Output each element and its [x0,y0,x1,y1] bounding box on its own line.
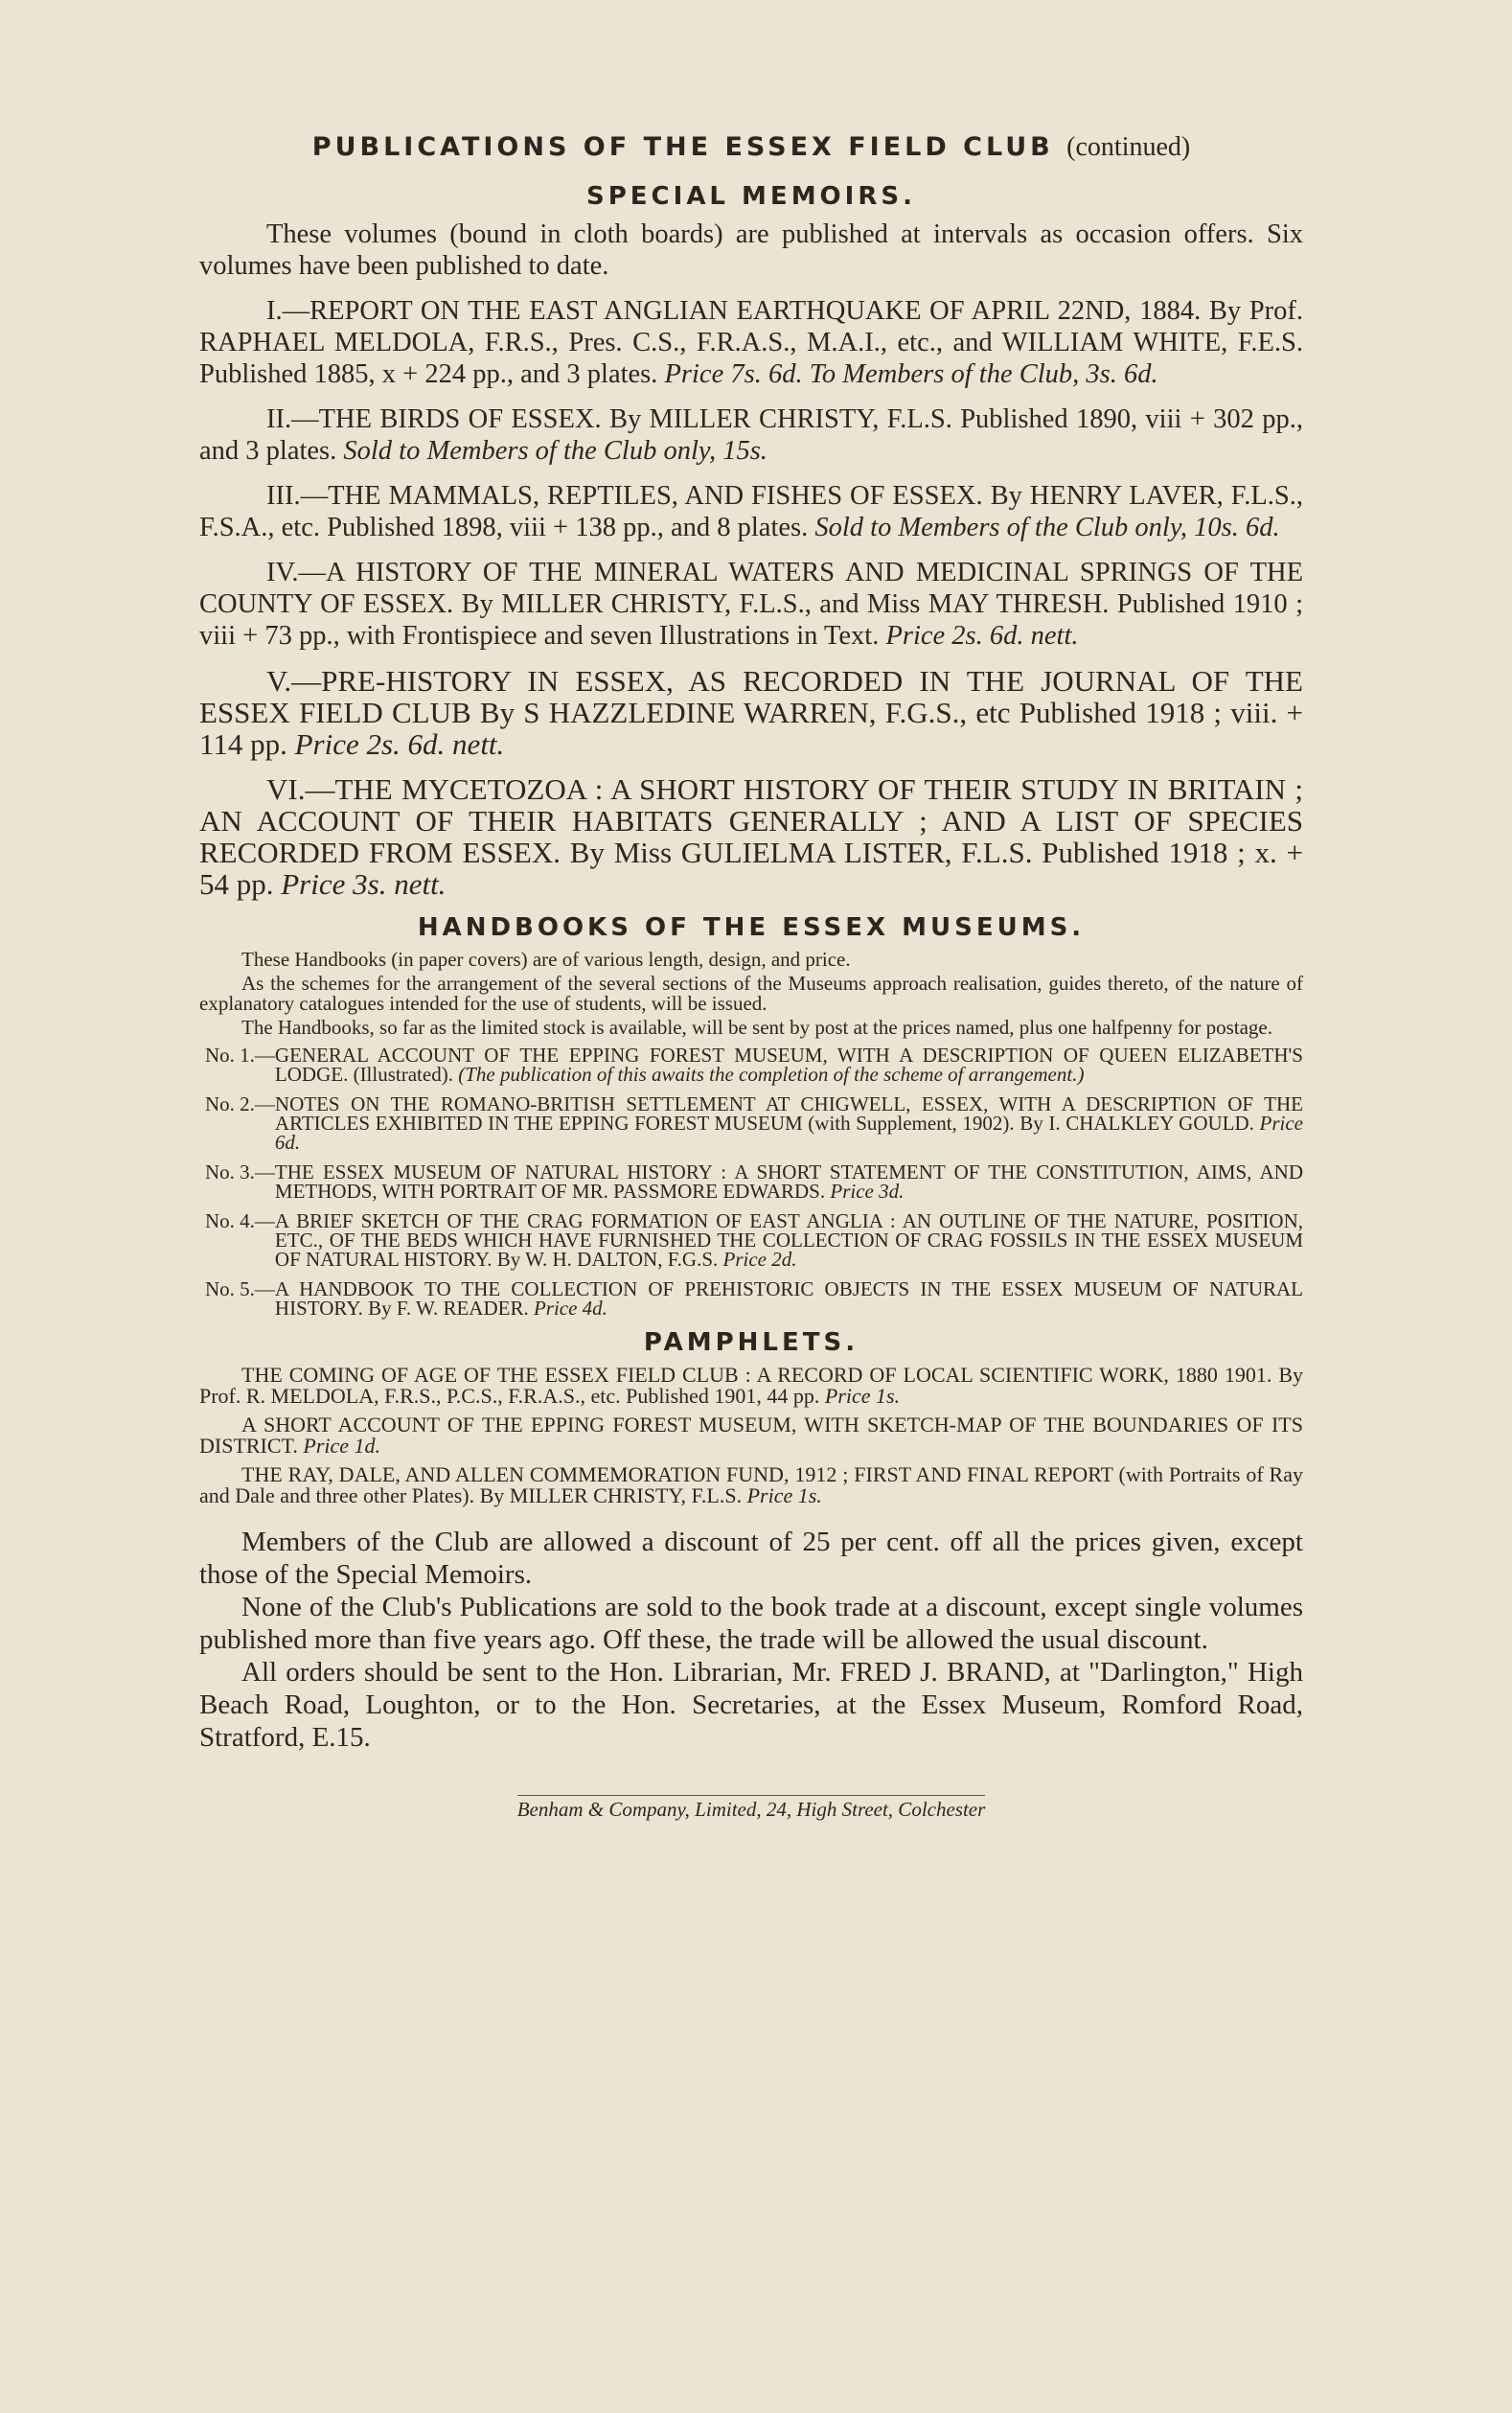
page-heading-title: PUBLICATIONS OF THE ESSEX FIELD CLUB [311,132,1054,162]
memoir-details: By MILLER CHRISTY, F.L.S. Published 1890, viii + 302 pp., and 3 plates. [199,404,1304,466]
handbook-item [199,1279,1303,1318]
handbook-item [199,1211,1303,1269]
handbook-number: No. 1.— [205,1044,275,1067]
special-memoirs-body [199,218,1303,900]
memoir-item [199,403,1303,467]
memoir-price: Price 3s. nett. [281,867,447,901]
closing-paragraph: None of the Club's Publications are sold to the book trade at a discount, except single volumes published more than five years ago. Off these, the trade will be allowed the usual discount. [199,1592,1303,1655]
memoir-details: By S HAZZLEDINE WARREN, F.G.S., etc Published 1918 ; viii. + 114 pp. [199,696,1304,761]
handbook-item [199,1162,1303,1201]
handbook-title: NOTES ON THE ROMANO-BRITISH SETTLEMENT AT CHIGWELL, ESSEX, WITH A DESCRIPTION OF THE ARTICLES EXHIBITED IN THE EPPING FOREST MUSEUM (with Supplement, 1902). By I. CHALKLEY GOULD. [274,1092,1303,1135]
handbooks-intro [199,950,1303,1038]
handbook-text [275,1279,1303,1318]
handbook-title: A HANDBOOK TO THE COLLECTION OF PREHISTORIC OBJECTS IN THE ESSEX MUSEUM OF NATURAL HISTORY. By F. W. READER. [274,1277,1303,1320]
memoir-details: By MILLER CHRISTY, F.L.S., and Miss MAY THRESH. Published 1910 ; viii + 73 pp., with Frontispiece and seven Illustrations in Text. [199,589,1304,651]
closing-paragraph: All orders should be sent to the Hon. Librarian, Mr. FRED J. BRAND, at "Darlington," High Beach Road, Loughton, or to the Hon. Secretaries, at the Essex Museum, Romford Road, Stratford, E.15. [199,1657,1303,1753]
handbook-number: No. 2.— [205,1092,275,1115]
special-memoirs-heading: SPECIAL MEMOIRS. [586,182,916,211]
handbooks-paragraph: The Handbooks, so far as the limited stock is available, will be sent by post at the prices named, plus one halfpenny for postage. [241,1016,1272,1039]
memoir-title: III.—THE MAMMALS, REPTILES, AND FISHES OF ESSEX. [266,481,983,511]
memoir-item [199,295,1303,390]
special-memoirs-section [199,182,1303,900]
memoir-details: By Miss GULIELMA LISTER, F.L.S. Published 1918 ; x. + 54 pp. [199,836,1303,901]
handbooks-list [199,1046,1303,1318]
handbooks-paragraph: As the schemes for the arrangement of the several sections of the Museums approach realisation, guides thereto, of the nature of explanatory catalogues intended for the use of students, will be issued. [199,972,1303,1015]
closing-paragraph: Members of the Club are allowed a discount of 25 per cent. off all the prices given, except those of the Special Memoirs. [199,1527,1303,1590]
printer-imprint [199,1798,1303,1822]
pamphlets-section [199,1328,1303,1506]
handbook-item [199,1094,1303,1152]
handbook-note: Price 2d. [722,1248,797,1271]
pamphlet-text: A SHORT ACCOUNT OF THE EPPING FOREST MUSEUM, WITH SKETCH-MAP OF THE BOUNDARIES OF ITS DISTRICT. [199,1413,1303,1458]
handbook-note: Price 6d. [274,1112,1304,1154]
pamphlet-item [199,1365,1303,1407]
special-memoirs-intro: These volumes (bound in cloth boards) are published at intervals as occasion offers. Six volumes have been published to date. [199,219,1303,281]
memoir-price: Price 7s. 6d. To Members of the Club, 3s. 6d. [664,359,1158,389]
handbook-text [275,1046,1303,1084]
memoir-title: V.—PRE-HISTORY IN ESSEX, AS RECORDED IN THE JOURNAL OF THE ESSEX FIELD CLUB [199,664,1303,729]
memoir-title: IV.—A HISTORY OF THE MINERAL WATERS AND MEDICINAL SPRINGS OF THE COUNTY OF ESSEX. [199,558,1303,619]
pamphlet-price: Price 1s. [824,1384,901,1408]
memoir-title: II.—THE BIRDS OF ESSEX. [266,404,602,434]
closing-notes [199,1526,1303,1754]
handbooks-heading: HANDBOOKS OF THE ESSEX MUSEUMS. [417,913,1086,942]
printer-imprint-text: Benham & Company, Limited, 24, High Street, Colchester [517,1795,986,1821]
handbook-number: No. 3.— [205,1161,275,1184]
memoir-title: VI.—THE MYCETOZOA : A SHORT HISTORY OF THEIR STUDY IN BRITAIN ; AN ACCOUNT OF THEIR HABITATS GENERALLY ; AND A LIST OF SPECIES RECORDED FROM ESSEX. [199,772,1303,869]
pamphlet-text: THE COMING OF AGE OF THE ESSEX FIELD CLUB : A RECORD OF LOCAL SCIENTIFIC WORK, 1880 1901. By Prof. R. MELDOLA, F.R.S., P.C.S., F.R.A.S., etc. Published 1901, 44 pp. [199,1363,1303,1408]
memoir-item [199,557,1303,652]
page-heading [199,132,1303,163]
memoir-details: By Prof. RAPHAEL MELDOLA, F.R.S., Pres. C.S., F.R.A.S., M.A.I., etc., and WILLIAM WHITE, F.E.S. Published 1885, x + 224 pp., and 3 plates. [199,296,1304,389]
handbook-item [199,1046,1303,1084]
pamphlet-item [199,1414,1303,1457]
handbooks-section [199,913,1303,1318]
page-heading-suffix: (continued) [1066,132,1191,162]
memoir-item [199,773,1303,900]
memoir-item [199,480,1303,543]
handbooks-paragraph: These Handbooks (in paper covers) are of various length, design, and price. [241,948,851,971]
handbook-title: A BRIEF SKETCH OF THE CRAG FORMATION OF EAST ANGLIA : AN OUTLINE OF THE NATURE, POSITION, ETC., OF THE BEDS WHICH HAVE FURNISHED THE COLLECTION OF CRAG FOSSILS IN THE ESSEX MUSEUM OF NATURAL HISTORY. By W. H. DALTON, F.G.S. [274,1209,1303,1271]
pamphlets-list [199,1365,1303,1506]
pamphlets-heading: PAMPHLETS. [643,1328,859,1357]
memoir-title: I.—REPORT ON THE EAST ANGLIAN EARTHQUAKE OF APRIL 22ND, 1884. [266,296,1202,326]
memoir-details: By HENRY LAVER, F.L.S., F.S.A., etc. Published 1898, viii + 138 pp., and 8 plates. [199,481,1303,542]
handbook-note: Price 3d. [830,1180,905,1203]
pamphlet-item [199,1464,1303,1506]
handbook-number: No. 5.— [205,1277,275,1300]
handbook-text [275,1162,1303,1201]
handbook-text [275,1094,1303,1152]
handbook-title: GENERAL ACCOUNT OF THE EPPING FOREST MUSEUM, WITH A DESCRIPTION OF QUEEN ELIZABETH'S LODGE. (Illustrated). [274,1044,1303,1086]
memoir-item [199,665,1303,760]
handbook-title: THE ESSEX MUSEUM OF NATURAL HISTORY : A SHORT STATEMENT OF THE CONSTITUTION, AIMS, AND METHODS, WITH PORTRAIT OF MR. PASSMORE EDWARDS. [274,1161,1303,1203]
memoir-price: Price 2s. 6d. nett. [885,621,1079,651]
memoir-price: Sold to Members of the Club only, 10s. 6d. [814,513,1280,542]
pamphlet-price: Price 1s. [746,1483,822,1507]
pamphlet-text: THE RAY, DALE, AND ALLEN COMMEMORATION FUND, 1912 ; FIRST AND FINAL REPORT (with Portraits of Ray and Dale and three other Plates). By MILLER CHRISTY, F.L.S. [199,1462,1303,1507]
handbook-note: (The publication of this awaits the completion of the scheme of arrangement.) [458,1063,1085,1086]
memoir-price: Price 2s. 6d. nett. [294,727,505,761]
pamphlet-price: Price 1d. [303,1434,381,1458]
memoir-price: Sold to Members of the Club only, 15s. [343,436,767,466]
handbook-note: Price 4d. [533,1297,607,1320]
handbook-number: No. 4.— [205,1209,275,1232]
handbook-text [275,1211,1303,1269]
